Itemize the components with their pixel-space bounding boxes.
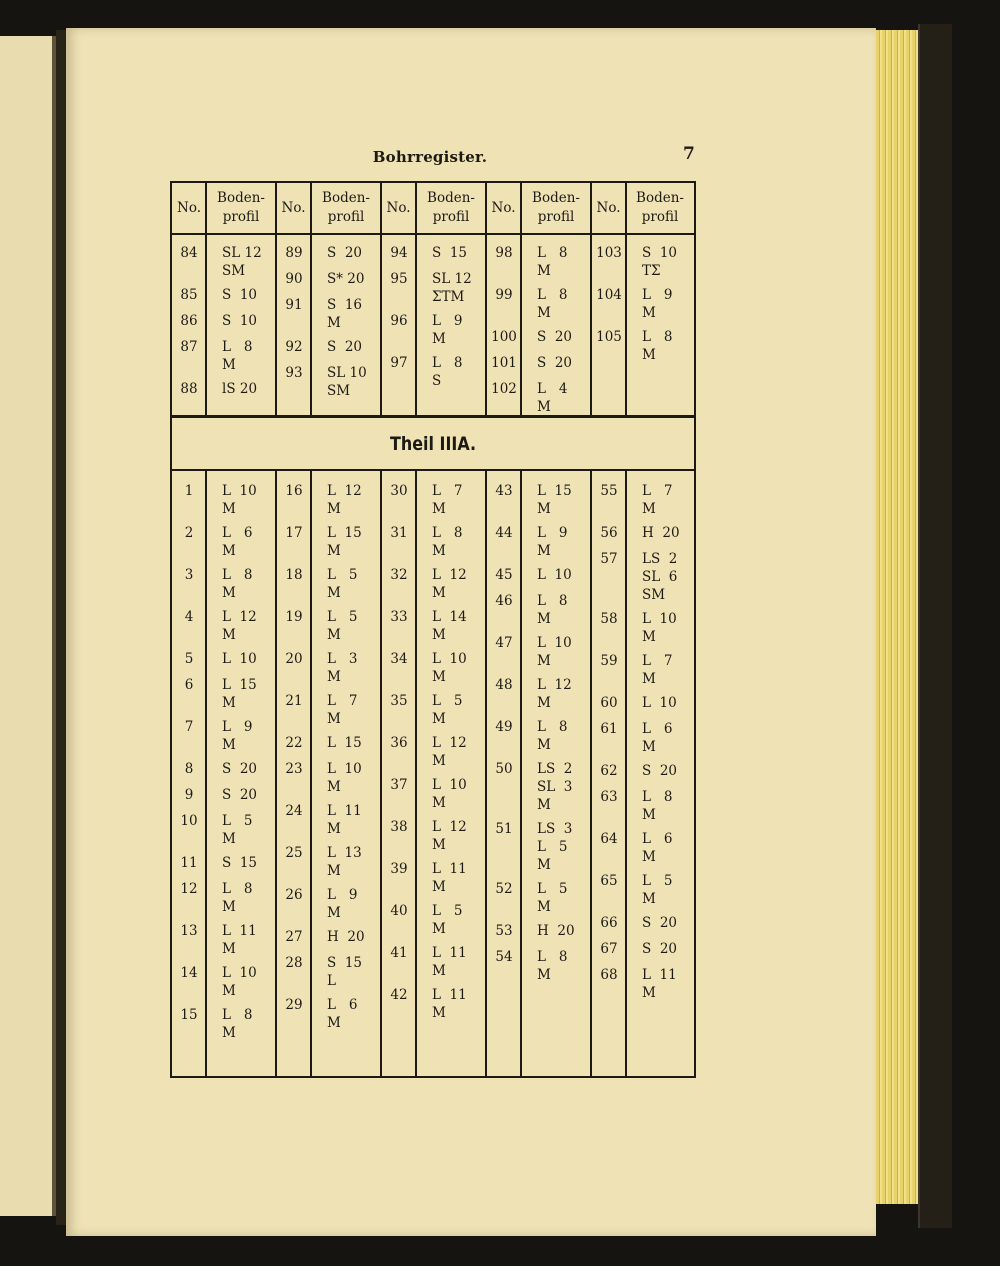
entry-number: 47 xyxy=(495,635,513,651)
soil-profile: L 9 xyxy=(432,313,463,329)
entry-number: 97 xyxy=(390,355,408,371)
entry-number: 90 xyxy=(285,271,303,287)
soil-profile: L 12 xyxy=(432,819,467,835)
soil-profile: S 20 xyxy=(642,941,678,957)
entry-number: 16 xyxy=(285,483,303,499)
soil-profile: M xyxy=(537,263,551,279)
soil-profile: H 20 xyxy=(642,525,680,541)
soil-profile: S 20 xyxy=(222,787,258,803)
entry-number: 9 xyxy=(184,787,194,803)
entry-number: 54 xyxy=(495,949,513,965)
soil-profile: L 9 xyxy=(642,287,673,303)
soil-profile: SL 12 xyxy=(432,271,472,287)
entry-number: 23 xyxy=(285,761,303,777)
soil-profile: L 8 xyxy=(432,355,463,371)
entry-number: 44 xyxy=(495,525,513,541)
soil-profile: SL 12 xyxy=(222,245,262,261)
entry-number: 86 xyxy=(180,313,198,329)
soil-profile: L 11 xyxy=(432,945,467,961)
soil-profile: M xyxy=(432,1005,446,1021)
soil-profile: M xyxy=(327,543,341,559)
soil-profile: L 11 xyxy=(432,861,467,877)
soil-profile: M xyxy=(432,879,446,895)
entry-number: 33 xyxy=(390,609,408,625)
soil-profile: L 12 xyxy=(432,567,467,583)
entry-number: 19 xyxy=(285,609,303,625)
entry-number: 25 xyxy=(285,845,303,861)
soil-profile: L 12 xyxy=(327,483,362,499)
soil-profile: S 20 xyxy=(222,761,258,777)
soil-profile: M xyxy=(327,501,341,517)
soil-profile: M xyxy=(222,627,236,643)
entry-number: 17 xyxy=(285,525,303,541)
entry-number: 65 xyxy=(600,873,618,889)
soil-profile: L 10 xyxy=(222,965,257,981)
soil-profile: L 8 xyxy=(222,1007,253,1023)
soil-profile: L 7 xyxy=(642,483,673,499)
soil-profile: L 9 xyxy=(537,525,568,541)
header-profile-line1: Boden- xyxy=(322,190,370,206)
soil-profile: SM xyxy=(642,587,666,603)
soil-profile: L 8 xyxy=(222,881,253,897)
soil-profile: L 6 xyxy=(642,831,673,847)
soil-profile: L 10 xyxy=(642,611,677,627)
soil-profile: L 8 xyxy=(537,593,568,609)
entry-number: 99 xyxy=(495,287,513,303)
entry-number: 21 xyxy=(285,693,303,709)
entry-number: 35 xyxy=(390,693,408,709)
soil-profile: M xyxy=(432,543,446,559)
soil-profile: M xyxy=(222,899,236,915)
column-divider-lower xyxy=(415,469,417,1076)
section-rule-top xyxy=(172,415,694,418)
soil-profile: L 11 xyxy=(222,923,257,939)
bore-register-table xyxy=(170,181,696,1078)
column-divider-lower xyxy=(275,469,277,1076)
soil-profile: M xyxy=(327,863,341,879)
entry-number: 52 xyxy=(495,881,513,897)
section-rule-bottom xyxy=(172,469,694,471)
header-no: No. xyxy=(281,200,306,216)
soil-profile: M xyxy=(222,941,236,957)
entry-number: 30 xyxy=(390,483,408,499)
entry-number: 2 xyxy=(184,525,194,541)
entry-number: 37 xyxy=(390,777,408,793)
soil-profile: L 10 xyxy=(432,777,467,793)
soil-profile: M xyxy=(642,305,656,321)
soil-profile: M xyxy=(222,695,236,711)
entry-number: 63 xyxy=(600,789,618,805)
soil-profile: M xyxy=(432,837,446,853)
header-profile-line2: profil xyxy=(432,209,470,225)
entry-number: 10 xyxy=(180,813,198,829)
soil-profile: L 10 xyxy=(327,761,362,777)
soil-profile: M xyxy=(222,585,236,601)
column-divider-lower xyxy=(625,469,627,1076)
entry-number: 88 xyxy=(180,381,198,397)
soil-profile: L 10 xyxy=(642,695,677,711)
entry-number: 11 xyxy=(180,855,198,871)
entry-number: 68 xyxy=(600,967,618,983)
soil-profile: M xyxy=(642,501,656,517)
entry-number: 94 xyxy=(390,245,408,261)
entry-number: 84 xyxy=(180,245,198,261)
soil-profile: LS 3 xyxy=(537,821,573,837)
header-profile-line1: Boden- xyxy=(427,190,475,206)
header-profile-line2: profil xyxy=(641,209,679,225)
soil-profile: L 14 xyxy=(432,609,467,625)
soil-profile: M xyxy=(432,963,446,979)
section-title: Theil IIIA. xyxy=(389,433,477,455)
soil-profile: S 10 xyxy=(642,245,678,261)
entry-number: 56 xyxy=(600,525,618,541)
entry-number: 3 xyxy=(184,567,194,583)
soil-profile: L 10 xyxy=(222,651,257,667)
entry-number: 98 xyxy=(495,245,513,261)
soil-profile: L 10 xyxy=(537,635,572,651)
soil-profile: L 11 xyxy=(432,987,467,1003)
page-edges xyxy=(876,30,918,1204)
soil-profile: M xyxy=(222,831,236,847)
soil-profile: L 11 xyxy=(327,803,362,819)
soil-profile: M xyxy=(537,695,551,711)
entry-number: 28 xyxy=(285,955,303,971)
soil-profile: L 7 xyxy=(432,483,463,499)
entry-number: 13 xyxy=(180,923,198,939)
soil-profile: L 9 xyxy=(327,887,358,903)
entry-number: 34 xyxy=(390,651,408,667)
soil-profile: S xyxy=(432,373,442,389)
soil-profile: L 15 xyxy=(222,677,257,693)
soil-profile: M xyxy=(432,627,446,643)
soil-profile: M xyxy=(537,737,551,753)
entry-number: 55 xyxy=(600,483,618,499)
entry-number: 8 xyxy=(184,761,194,777)
soil-profile: M xyxy=(537,899,551,915)
entry-number: 64 xyxy=(600,831,618,847)
soil-profile: L 8 xyxy=(537,949,568,965)
soil-profile: L 8 xyxy=(537,719,568,735)
header-profile-line2: profil xyxy=(537,209,575,225)
soil-profile: S 20 xyxy=(537,355,573,371)
soil-profile: M xyxy=(432,669,446,685)
entry-number: 66 xyxy=(600,915,618,931)
soil-profile: S 20 xyxy=(642,915,678,931)
soil-profile: M xyxy=(642,849,656,865)
entry-number: 67 xyxy=(600,941,618,957)
soil-profile: L 5 xyxy=(327,567,358,583)
soil-profile: L 6 xyxy=(327,997,358,1013)
entry-number: 59 xyxy=(600,653,618,669)
header-no: No. xyxy=(491,200,516,216)
entry-number: 41 xyxy=(390,945,408,961)
soil-profile: L 8 xyxy=(642,789,673,805)
column-divider-lower xyxy=(310,469,312,1076)
soil-profile: M xyxy=(642,629,656,645)
entry-number: 1 xyxy=(184,483,194,499)
soil-profile: L 15 xyxy=(537,483,572,499)
running-title: Bohrregister. xyxy=(372,148,488,166)
entry-number: 62 xyxy=(600,763,618,779)
entry-number: 6 xyxy=(184,677,194,693)
soil-profile: L 9 xyxy=(222,719,253,735)
soil-profile: M xyxy=(432,795,446,811)
soil-profile: L 7 xyxy=(327,693,358,709)
soil-profile: M xyxy=(642,891,656,907)
soil-profile: L 10 xyxy=(432,651,467,667)
entry-number: 29 xyxy=(285,997,303,1013)
soil-profile: S 15 xyxy=(432,245,468,261)
header-profile-line1: Boden- xyxy=(217,190,265,206)
soil-profile: M xyxy=(537,305,551,321)
entry-number: 105 xyxy=(596,329,622,345)
soil-profile: M xyxy=(327,669,341,685)
soil-profile: lS 20 xyxy=(222,381,258,397)
entry-number: 42 xyxy=(390,987,408,1003)
soil-profile: SL 6 xyxy=(642,569,678,585)
entry-number: 40 xyxy=(390,903,408,919)
entry-number: 92 xyxy=(285,339,303,355)
soil-profile: L 4 xyxy=(537,381,568,397)
entry-number: 57 xyxy=(600,551,618,567)
soil-profile: L 3 xyxy=(327,651,358,667)
entry-number: 93 xyxy=(285,365,303,381)
soil-profile: M xyxy=(537,967,551,983)
entry-number: 43 xyxy=(495,483,513,499)
soil-profile: S 20 xyxy=(327,245,363,261)
entry-number: 5 xyxy=(184,651,194,667)
entry-number: 101 xyxy=(491,355,517,371)
soil-profile: S 20 xyxy=(537,329,573,345)
soil-profile: L 6 xyxy=(642,721,673,737)
soil-profile: M xyxy=(537,857,551,873)
soil-profile: S 15 xyxy=(327,955,363,971)
entry-number: 61 xyxy=(600,721,618,737)
entry-number: 51 xyxy=(495,821,513,837)
entry-number: 60 xyxy=(600,695,618,711)
entry-number: 36 xyxy=(390,735,408,751)
column-divider-lower xyxy=(380,469,382,1076)
entry-number: 20 xyxy=(285,651,303,667)
soil-profile: S 20 xyxy=(327,339,363,355)
soil-profile: L 8 xyxy=(537,287,568,303)
soil-profile: L 8 xyxy=(222,567,253,583)
entry-number: 89 xyxy=(285,245,303,261)
column-divider-lower xyxy=(520,469,522,1076)
soil-profile: M xyxy=(222,501,236,517)
entry-number: 38 xyxy=(390,819,408,835)
header-no: No. xyxy=(177,200,201,216)
entry-number: 12 xyxy=(180,881,198,897)
soil-profile: M xyxy=(432,501,446,517)
header-no: No. xyxy=(386,200,411,216)
soil-profile: L 5 xyxy=(327,609,358,625)
soil-profile: L 10 xyxy=(537,567,572,583)
soil-profile: M xyxy=(327,585,341,601)
entry-number: 87 xyxy=(180,339,198,355)
header-profile-line2: profil xyxy=(222,209,260,225)
header-profile-line1: Boden- xyxy=(636,190,684,206)
soil-profile: L 8 xyxy=(222,339,253,355)
soil-profile: S 10 xyxy=(222,287,258,303)
entry-number: 31 xyxy=(390,525,408,541)
soil-profile: M xyxy=(327,711,341,727)
entry-number: 15 xyxy=(180,1007,198,1023)
soil-profile: S* 20 xyxy=(327,271,365,287)
entry-number: 18 xyxy=(285,567,303,583)
soil-profile: M xyxy=(642,807,656,823)
soil-profile: M xyxy=(222,1025,236,1041)
entry-number: 50 xyxy=(495,761,513,777)
entry-number: 53 xyxy=(495,923,513,939)
entry-number: 85 xyxy=(180,287,198,303)
soil-profile: L 5 xyxy=(432,693,463,709)
soil-profile: SL 10 xyxy=(327,365,367,381)
soil-profile: SM xyxy=(327,383,351,399)
entry-number: 91 xyxy=(285,297,303,313)
soil-profile: L 6 xyxy=(222,525,253,541)
soil-profile: L 15 xyxy=(327,735,362,751)
soil-profile: L 11 xyxy=(642,967,677,983)
soil-profile: S 20 xyxy=(642,763,678,779)
soil-profile: L 5 xyxy=(222,813,253,829)
soil-profile: L 13 xyxy=(327,845,362,861)
entry-number: 4 xyxy=(184,609,194,625)
soil-profile: M xyxy=(222,357,236,373)
soil-profile: M xyxy=(327,821,341,837)
soil-profile: SL 3 xyxy=(537,779,573,795)
soil-profile: M xyxy=(327,627,341,643)
entry-number: 46 xyxy=(495,593,513,609)
header-profile-line1: Boden- xyxy=(532,190,580,206)
entry-number: 58 xyxy=(600,611,618,627)
soil-profile: M xyxy=(432,753,446,769)
soil-profile: L xyxy=(327,973,336,989)
soil-profile: M xyxy=(327,1015,341,1031)
column-divider-lower xyxy=(485,469,487,1076)
entry-number: 32 xyxy=(390,567,408,583)
header-profile-line2: profil xyxy=(327,209,365,225)
entry-number: 24 xyxy=(285,803,303,819)
page-number: 7 xyxy=(683,144,695,164)
entry-number: 95 xyxy=(390,271,408,287)
soil-profile: M xyxy=(642,347,656,363)
soil-profile: SM xyxy=(222,263,246,279)
soil-profile: L 10 xyxy=(222,483,257,499)
left-page xyxy=(0,36,56,1216)
soil-profile: L 12 xyxy=(432,735,467,751)
column-divider-lower xyxy=(205,469,207,1076)
soil-profile: M xyxy=(642,671,656,687)
soil-profile: M xyxy=(222,543,236,559)
entry-number: 100 xyxy=(491,329,517,345)
soil-profile: LS 2 xyxy=(642,551,678,567)
entry-number: 7 xyxy=(184,719,194,735)
entry-number: 104 xyxy=(596,287,622,303)
soil-profile: M xyxy=(432,921,446,937)
entry-number: 45 xyxy=(495,567,513,583)
soil-profile: M xyxy=(432,711,446,727)
soil-profile: M xyxy=(537,543,551,559)
book-cover-edge xyxy=(918,24,952,1228)
entry-number: 27 xyxy=(285,929,303,945)
column-divider-lower xyxy=(590,469,592,1076)
soil-profile: L 5 xyxy=(642,873,673,889)
soil-profile: S 16 xyxy=(327,297,363,313)
soil-profile: H 20 xyxy=(537,923,575,939)
soil-profile: S 10 xyxy=(222,313,258,329)
entry-number: 48 xyxy=(495,677,513,693)
soil-profile: M xyxy=(327,905,341,921)
soil-profile: L 5 xyxy=(537,881,568,897)
soil-profile: L 5 xyxy=(432,903,463,919)
soil-profile: L 12 xyxy=(537,677,572,693)
soil-profile: M xyxy=(537,797,551,813)
soil-profile: H 20 xyxy=(327,929,365,945)
soil-profile: L 5 xyxy=(537,839,568,855)
soil-profile: M xyxy=(537,501,551,517)
soil-profile: LS 2 xyxy=(537,761,573,777)
soil-profile: M xyxy=(537,611,551,627)
header-rule xyxy=(172,233,694,235)
entry-number: 22 xyxy=(285,735,303,751)
soil-profile: S 15 xyxy=(222,855,258,871)
header-no: No. xyxy=(596,200,621,216)
entry-number: 103 xyxy=(596,245,622,261)
soil-profile: L 7 xyxy=(642,653,673,669)
soil-profile: L 8 xyxy=(642,329,673,345)
soil-profile: M xyxy=(222,983,236,999)
soil-profile: M xyxy=(537,653,551,669)
soil-profile: L 8 xyxy=(432,525,463,541)
soil-profile: M xyxy=(432,331,446,347)
entry-number: 26 xyxy=(285,887,303,903)
entry-number: 14 xyxy=(180,965,198,981)
entry-number: 102 xyxy=(491,381,517,397)
soil-profile: M xyxy=(537,399,551,415)
soil-profile: TƩ xyxy=(642,263,661,279)
entry-number: 39 xyxy=(390,861,408,877)
soil-profile: M xyxy=(327,315,341,331)
soil-profile: M xyxy=(222,737,236,753)
soil-profile: M xyxy=(642,985,656,1001)
entry-number: 96 xyxy=(390,313,408,329)
entry-number: 49 xyxy=(495,719,513,735)
soil-profile: L 12 xyxy=(222,609,257,625)
soil-profile: ƩTM xyxy=(432,289,465,305)
soil-profile: M xyxy=(327,779,341,795)
soil-profile: M xyxy=(432,585,446,601)
soil-profile: L 8 xyxy=(537,245,568,261)
soil-profile: M xyxy=(642,739,656,755)
soil-profile: L 15 xyxy=(327,525,362,541)
